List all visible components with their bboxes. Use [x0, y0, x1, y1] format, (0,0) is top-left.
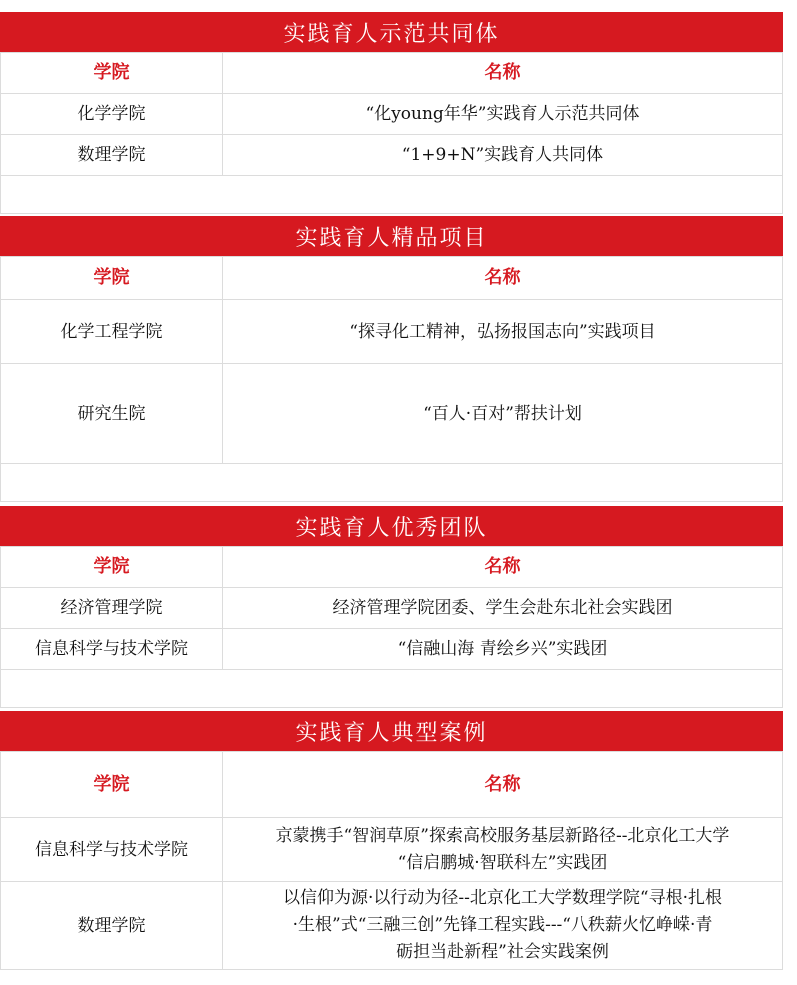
column-header-school: 学院: [1, 53, 223, 94]
section-table: [0, 751, 783, 970]
school-cell: 数理学院: [1, 135, 223, 176]
column-header-name: 名称: [223, 257, 783, 300]
name-cell: “化young年华”实践育人示范共同体: [223, 94, 783, 135]
table-row: [1, 135, 783, 176]
name-line: 京蒙携手“智润草原”探索高校服务基层新路径--北京化工大学: [275, 825, 730, 846]
section-title: 实践育人优秀团队: [0, 506, 783, 546]
column-header-name: 名称: [223, 752, 783, 818]
column-header-name: 名称: [223, 53, 783, 94]
column-header-school: 学院: [1, 547, 223, 588]
name-line: “信启鹏城·智联科左”实践团: [397, 852, 608, 873]
school-cell: 数理学院: [1, 882, 223, 970]
section-table: [0, 256, 783, 464]
name-cell: 经济管理学院团委、学生会赴东北社会实践团: [223, 588, 783, 629]
table-row: [1, 364, 783, 464]
table-row: [1, 882, 783, 970]
table-row: [1, 818, 783, 882]
name-line: 砺担当赴新程”社会实践案例: [396, 942, 609, 962]
name-line: 以信仰为源·以行动为径--北京化工大学数理学院“寻根·扎根: [283, 888, 722, 908]
column-header-school: 学院: [1, 257, 223, 300]
section-title: 实践育人精品项目: [0, 216, 783, 256]
spacer-row: [0, 670, 783, 708]
school-cell: 化学学院: [1, 94, 223, 135]
school-cell: 化学工程学院: [1, 300, 223, 364]
spacer-row: [0, 464, 783, 502]
table-row: [1, 300, 783, 364]
name-cell: [223, 818, 783, 882]
table-row: [1, 94, 783, 135]
school-cell: 经济管理学院: [1, 588, 223, 629]
section-quality-projects: [0, 216, 783, 502]
table-row: [1, 588, 783, 629]
table-row: [1, 629, 783, 670]
column-header-school: 学院: [1, 752, 223, 818]
section-excellent-teams: [0, 506, 783, 708]
spacer-row: [0, 176, 783, 214]
section-title: 实践育人示范共同体: [0, 12, 783, 52]
name-line: ·生根”式“三融三创”先锋工程实践---“八秩薪火忆峥嵘·青: [292, 915, 713, 935]
section-demo-community: [0, 12, 783, 214]
column-header-name: 名称: [223, 547, 783, 588]
section-table: [0, 52, 783, 176]
school-cell: 信息科学与技术学院: [1, 818, 223, 882]
name-cell: “1+9+N”实践育人共同体: [223, 135, 783, 176]
name-cell: “百人·百对”帮扶计划: [223, 364, 783, 464]
name-cell: “探寻化工精神，弘扬报国志向”实践项目: [223, 300, 783, 364]
name-cell: [223, 882, 783, 970]
section-title: 实践育人典型案例: [0, 711, 783, 751]
section-typical-cases: [0, 711, 783, 970]
name-cell: “信融山海 青绘乡兴”实践团: [223, 629, 783, 670]
school-cell: 研究生院: [1, 364, 223, 464]
section-table: [0, 546, 783, 670]
school-cell: 信息科学与技术学院: [1, 629, 223, 670]
